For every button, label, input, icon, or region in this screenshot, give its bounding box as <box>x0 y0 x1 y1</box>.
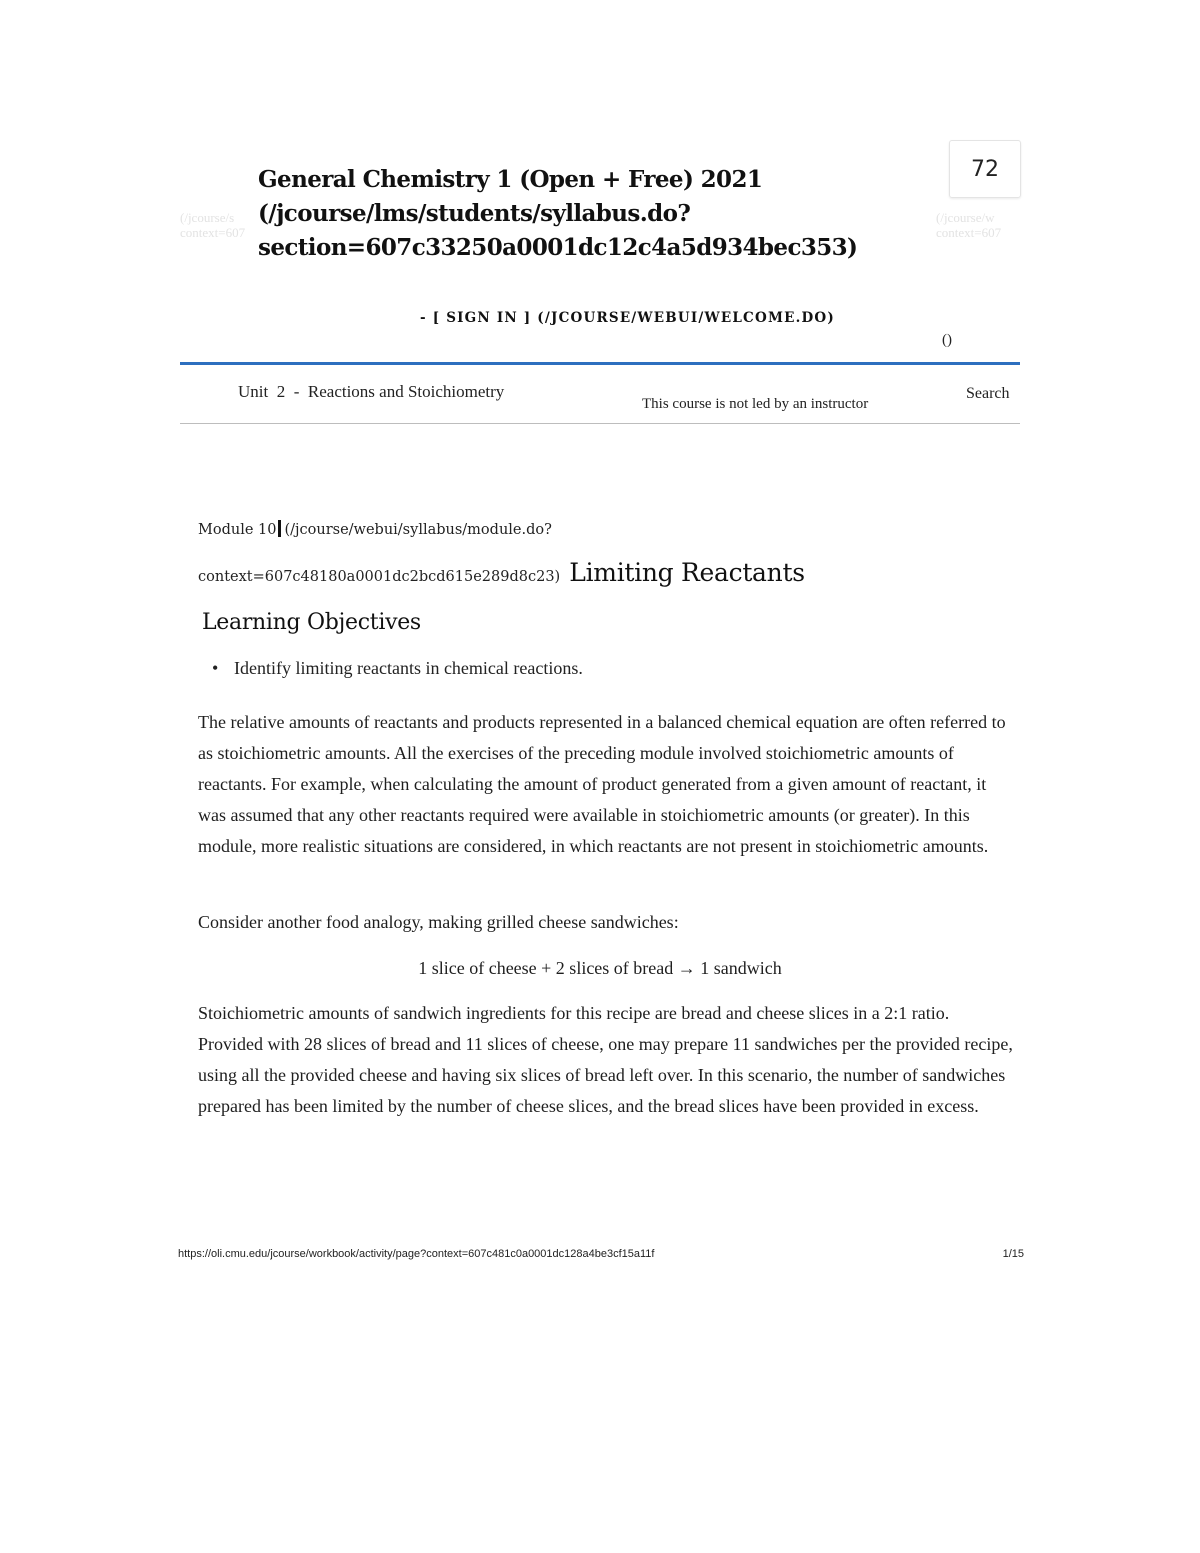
sandwich-equation: 1 slice of cheese + 2 slices of bread → 1 sandwich <box>418 958 782 978</box>
module-breadcrumb <box>198 520 552 538</box>
ghost-webui-link[interactable]: (/jcourse/w context=607 <box>936 210 1002 240</box>
unit-breadcrumb[interactable]: Unit 2 - Reactions and Stoichiometry <box>238 382 505 401</box>
module-heading-line <box>198 558 805 587</box>
breadcrumb-separator <box>278 520 281 537</box>
page-title: Limiting Reactants <box>569 558 805 587</box>
instructor-notice: This course is not led by an instructor <box>642 396 869 412</box>
page-number-badge: 72 <box>949 140 1021 198</box>
module-label[interactable]: Module 10 <box>198 522 277 538</box>
module-link[interactable]: (/jcourse/webui/syllabus/module.do? <box>284 522 552 538</box>
objectives-heading: Learning Objectives <box>202 610 421 635</box>
module-context-link[interactable]: context=607c48180a0001dc2bcd615e289d8c23) <box>198 569 561 585</box>
body-paragraph: The relative amounts of reactants and products represented in a balanced chemical equation are often referred to as stoichiometric amounts. All the exercises of the preceding module involved stoichiometric amounts of reactants. For example, when calculating the amount of product generated from a given amount of reactant, it was assumed that any other reactants required were available in stoichiometric amounts (or greater). In this module, more realistic situations are considered, in which reactants are not present in stoichiometric amounts. <box>198 712 1006 856</box>
nav-divider <box>180 423 1020 424</box>
sign-in-link[interactable]: - [ SIGN IN ] (/JCOURSE/WEBUI/WELCOME.DO) <box>420 310 835 326</box>
footer-page-indicator: 1/15 <box>1002 1248 1024 1260</box>
empty-parentheses: () <box>942 332 952 348</box>
objective-list-item <box>212 658 583 679</box>
body-paragraph: Stoichiometric amounts of sandwich ingredients for this recipe are bread and cheese slices in a 2:1 ratio. Provided with 28 slices of bread and 11 slices of cheese, one may prepare 11 sandwiches per the provided recipe, using all the provided cheese and having six slices of bread left over. In this scenario, the number of sandwiches prepared has been limited by the number of cheese slices, and the bread slices have been provided in excess. <box>198 1003 1013 1116</box>
header-accent-rule <box>180 362 1020 365</box>
bullet-icon: • <box>212 658 219 678</box>
course-title-link[interactable]: General Chemistry 1 (Open + Free) 2021 (/jcourse/lms/students/syllabus.do? section=607c33250a0001dc12c4a5d934bec353) <box>258 166 858 261</box>
ghost-syllabus-link[interactable]: (/jcourse/s context=607 <box>180 210 246 240</box>
footer-url: https://oli.cmu.edu/jcourse/workbook/activity/page?context=607c481c0a0001dc128a4be3cf15a11f <box>178 1248 655 1260</box>
search-link[interactable]: Search <box>966 385 1010 402</box>
objective-text: Identify limiting reactants in chemical reactions. <box>234 658 583 678</box>
body-paragraph: Consider another food analogy, making grilled cheese sandwiches: <box>198 912 679 932</box>
